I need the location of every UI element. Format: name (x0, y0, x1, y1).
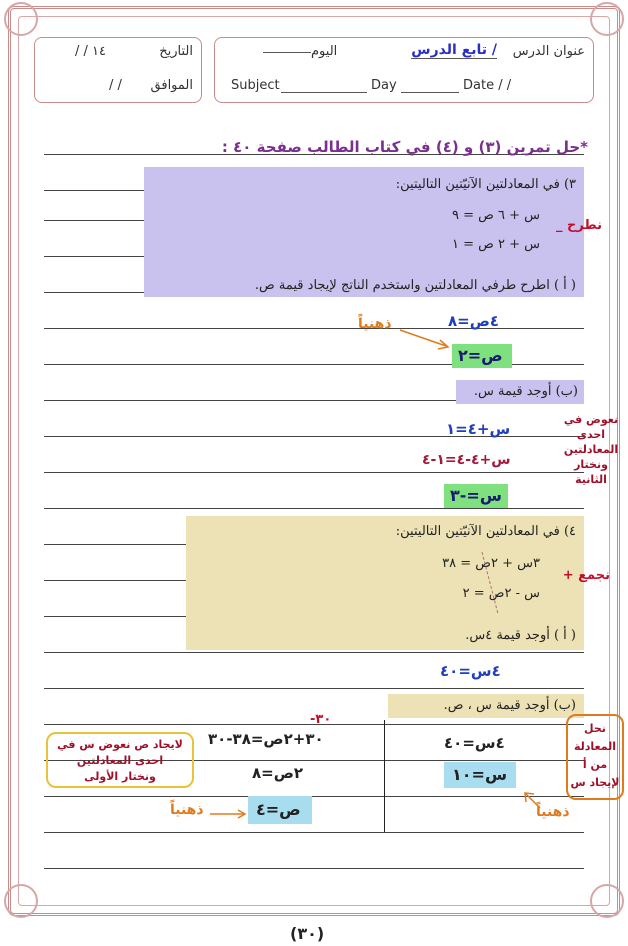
lesson-box (214, 37, 594, 103)
ruled-line (44, 508, 584, 509)
page-number: (٣٠) (290, 924, 325, 943)
ex3-mental-1: ذهنياً (358, 316, 392, 332)
hijri-value: / / (109, 78, 122, 93)
day-label: اليوم (311, 44, 338, 59)
corner-ornament (590, 884, 624, 918)
ex3-intro: ٣) في المعادلتين الآنيّتين التاليتين: (395, 177, 576, 192)
date-box (34, 37, 202, 103)
ex4-answer-x: س=١٠ (452, 765, 508, 784)
day-en-line (401, 92, 459, 93)
ex3-part-b: (ب) أوجد قيمة س. (473, 384, 578, 399)
day-en-label: Day (371, 78, 397, 93)
divider-line (384, 720, 385, 832)
arrow-icon (208, 808, 248, 820)
ex4-mental-left: ذهنياً (170, 802, 204, 818)
ruled-line (44, 328, 584, 329)
ex4-work-1: ٤س=٤٠ (440, 662, 501, 680)
subject-line (281, 92, 367, 93)
corner-ornament (590, 2, 624, 36)
cancel-stroke-icon (476, 548, 506, 618)
ex3-answer-x: س=-٣ (450, 486, 502, 505)
ex4-mental-right: ذهنياً (536, 804, 570, 820)
ex4-left-work-2: ٢ص=٨ (252, 764, 304, 782)
note-add: نجمع + (562, 568, 610, 583)
date-en-label: Date / / (463, 78, 512, 93)
ex4-intro: ٤) في المعادلتين الآنيّتين التاليتين: (395, 524, 576, 539)
ruled-line (44, 688, 584, 689)
ex3-equation-1: س + ٦ ص = ٩ (451, 208, 540, 223)
ex3-answer-y: ص=٢ (458, 346, 503, 365)
ex4-part-b: (ب) أوجد قيمة س ، ص. (443, 698, 576, 713)
note-find-y: لايجاد ص نعوض س في احدى المعادلتين ونختار الأولى (46, 732, 194, 788)
arrow-icon (398, 326, 454, 352)
ruled-line (44, 868, 584, 869)
lesson-value: تابع الدرس / (411, 42, 497, 58)
ex4-part-a: ( أ ) أوجد قيمة ٤س. (465, 628, 576, 643)
ex4-right-work-1: ٤س=٤٠ (444, 734, 505, 752)
ruled-line (44, 832, 584, 833)
ex3-part-a: ( أ ) اطرح طرفي المعادلتين واستخدم الناتج لإيجاد قيمة ص. (254, 278, 576, 293)
lesson-label: عنوان الدرس (512, 44, 585, 59)
ex3-work-1: ٤ص=٨ (448, 312, 500, 330)
ruled-line (44, 652, 584, 653)
ex3-equation-2: س + ٢ ص = ١ (451, 237, 540, 252)
ex4-equation-2: س - ٢ص = ٢ (462, 586, 540, 601)
instruction-text: *حل تمرين (٣) و (٤) في كتاب الطالب صفحة ٤٠ : (221, 138, 588, 156)
date-value: / / ١٤ (75, 44, 106, 59)
ex4-left-minus: ٣٠- (310, 712, 332, 727)
note-subtract: نطرح _ (555, 218, 602, 233)
corner-ornament (4, 2, 38, 36)
note-substitute: نعوض في احدى المعادلتين ونختار الثانية (563, 413, 619, 486)
ex4-answer-y: ص=٤ (256, 800, 301, 819)
date-label: التاريخ (159, 44, 193, 59)
ex4-left-work-1: ٣٠+٢ص=٣٨-٣٠ (208, 730, 324, 748)
ruled-line (44, 796, 584, 797)
day-line (263, 52, 311, 53)
ex4-equation-1: ٣س + ٢ص = ٣٨ (442, 556, 540, 571)
ex3-work-2: س+٤=١ (446, 420, 511, 438)
note-find-x: نحل المعادلة من أ لإيجاد س (566, 714, 624, 800)
arrow-icon (520, 790, 544, 810)
subject-label: Subject (231, 78, 280, 93)
ex3-work-3: س+٤-٤=١-٤ (422, 452, 511, 468)
corner-ornament (4, 884, 38, 918)
hijri-label: الموافق (150, 78, 193, 93)
ruled-line (44, 472, 584, 473)
